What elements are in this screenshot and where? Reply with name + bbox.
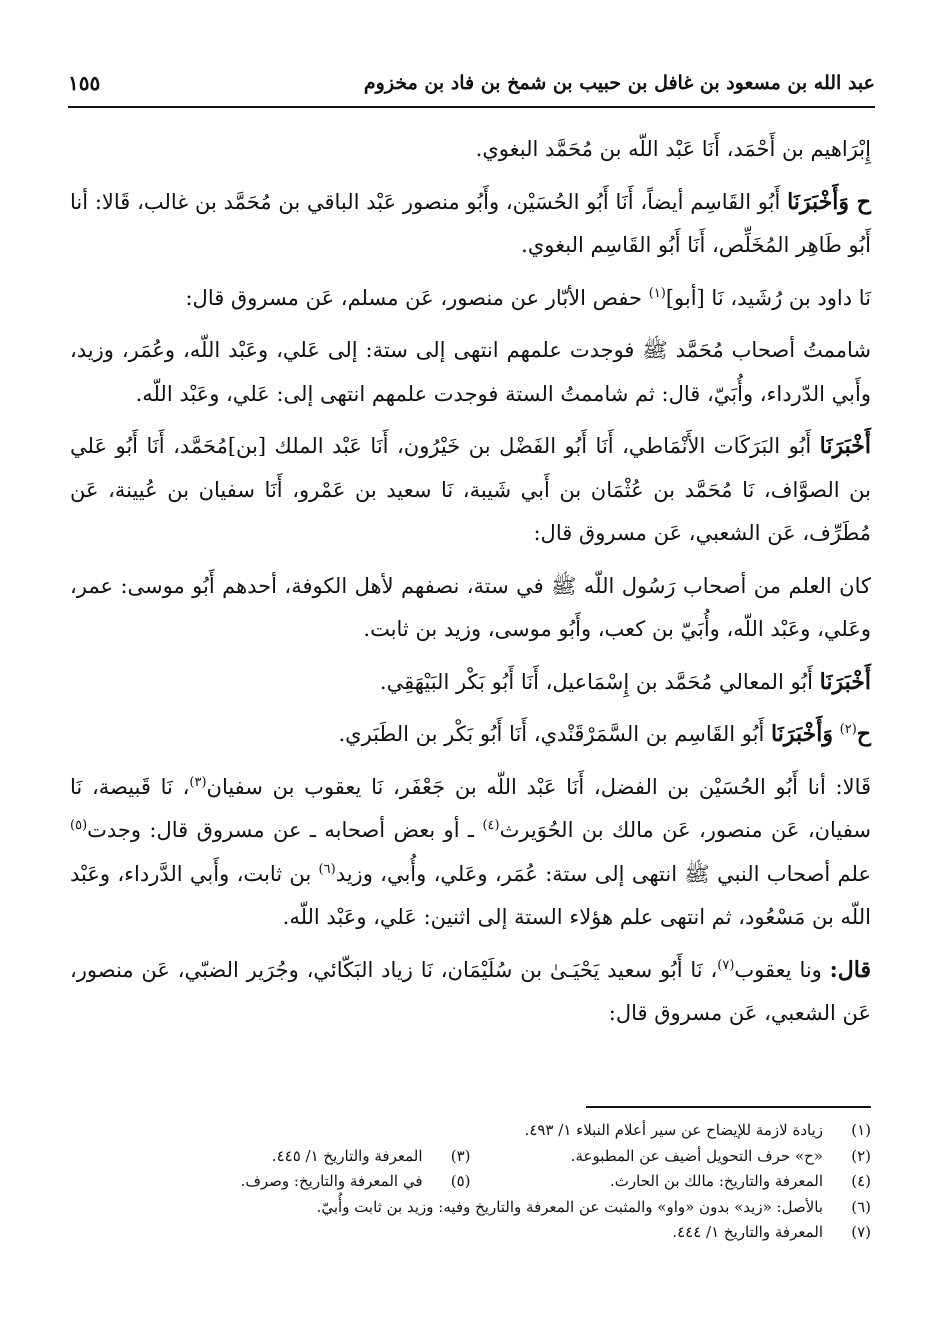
footnote-2	[471, 1144, 872, 1170]
footnote-ref-1: (١)	[648, 285, 666, 301]
isnad-keyword: وَأَخْبَرَنَا	[771, 721, 833, 747]
footnote-ref-7: (٧)	[717, 957, 735, 973]
footnote-text: «ح» حرف التحويل أضيف عن المطبوعة.	[570, 1146, 823, 1165]
footnote-7	[70, 1220, 871, 1246]
page-number: ١٥٥	[68, 71, 101, 95]
paragraph-text: كان العلم من أصحاب رَسُول اللّه ﷺ في ستة، نصفهم لأهل الكوفة، أحدهم أَبُو موسى: عمر، وعَلي، وعَبْد اللّه، وأُبَيّ بن كعب، وأَبُو موسى، وزيد بن ثابت.	[70, 573, 872, 641]
paragraph-6	[70, 565, 871, 652]
footnote-row	[70, 1169, 871, 1195]
paragraph-text: ، نَا أَبُو سعيد يَحْيَـىٰ بن سُلَيْمَان، نَا زياد البَكّائي، وجُرَير الضبّي، عَن منصور، عَن الشعبي، عَن مسروق قال:	[70, 957, 871, 1025]
footnote-text: زيادة لازمة للإيضاح عن سير أعلام النبلاء ١/ ٤٩٣.	[524, 1121, 823, 1139]
footnote-4	[471, 1169, 872, 1195]
footnote-3	[70, 1144, 471, 1170]
footnote-number: (٦)	[851, 1197, 871, 1216]
footnote-ref-2: (٢)	[839, 722, 857, 737]
footnote-ref-4: (٤)	[482, 818, 500, 833]
paragraph-text: علم أصحاب النبي ﷺ انتهى إلى ستة: عُمَر، وعَلي، وأُبي، وزيد	[335, 861, 871, 886]
paragraph-1	[70, 128, 871, 172]
footnote-number: (٥)	[450, 1172, 471, 1190]
paragraph-7	[70, 661, 871, 705]
footnote-text: في المعرفة والتاريخ: وصرف.	[240, 1172, 423, 1190]
paragraph-text: ونا يعقوب	[734, 957, 822, 982]
footnote-ref-6: (٦)	[318, 861, 336, 877]
paragraph-text: ـ أو بعض أصحابه ـ عن مسروق قال: وجدت	[87, 818, 483, 842]
footnote-row	[70, 1144, 871, 1170]
tahwil-letter: ح	[856, 721, 871, 747]
footnote-ref-5: (٥)	[70, 818, 88, 833]
footnote-6	[70, 1195, 871, 1221]
paragraph-4	[70, 329, 871, 416]
footnote-1	[70, 1118, 871, 1144]
paragraph-2	[70, 181, 871, 268]
footnote-number: (٧)	[851, 1223, 871, 1241]
paragraph-8	[70, 713, 871, 757]
paragraph-text: أَبُو القَاسِم بن السَّمَرْقَنْدي، أَنَا أَبُو بَكْر بن الطَبَري.	[338, 722, 765, 746]
footnote-ref-3: (٣)	[189, 774, 207, 790]
paragraph-text: نَا داود بن رُشَيد، نَا [أبو]	[665, 285, 871, 310]
paragraph-text: قَالا: أنا أَبُو الحُسَيْن بن الفضل، أَنَا عَبْد اللّه بن جَعْفَر، نَا يعقوب بن سفيان	[206, 774, 872, 799]
isnad-keyword: قال:	[829, 956, 871, 983]
isnad-keyword: أَخْبَرَنَا	[819, 668, 871, 695]
footnote-text: المعرفة والتاريخ ١/ ٤٤٥.	[271, 1146, 423, 1165]
footnote-5	[70, 1169, 471, 1195]
footnote-separator	[586, 1106, 871, 1108]
footnote-text: المعرفة والتاريخ: مالك بن الحارث.	[610, 1172, 823, 1190]
paragraph-text: شاممتُ أصحاب مُحَمَّد ﷺ فوجدت علمهم انتهى إلى ستة: إلى عَلي، وعَبْد اللّه، وعُمَر، وزيد، وأَبي الدّرداء، وأُبَيّ، قال: ثم شاممتُ الستة فوجدت علمهم انتهى إلى: عَلي، وعَبْد اللّه.	[70, 338, 871, 406]
isnad-keyword: ح وَأَخْبَرَنَا	[787, 188, 871, 215]
paragraph-text: أَبُو القَاسِم أيضاً، أَنَا أَبُو الحُسَيْن، وأَبُو منصور عَبْد الباقي بن مُحَمَّد بن غالب، قَالا: أنا أَبُو طَاهِر المُخَلِّص، أَنَا أَبُو القَاسِم البغوي.	[70, 189, 871, 257]
paragraph-3	[70, 277, 871, 321]
paragraph-text: أَبُو البَرَكَات الأَنْمَاطي، أَنَا أَبُو الفَضْل بن خَيْرُون، أَنَا عَبْد الملك [بن]مُحَمَّد، أَنَا أَبُو عَلي بن الصوَّاف، نَا مُحَمَّد بن عُثْمَان بن أَبي شَيبة، نَا سعيد بن عَمْرو، أَنَا سفيان بن عُيينة، عَن مُطَرِّف، عَن الشعبي، عَن مسروق قال:	[70, 434, 871, 545]
paragraph-text: أَبُو المعالي مُحَمَّد بن إِسْمَاعيل، أَنَا أَبُو بَكْر البَيْهَقِي.	[379, 669, 813, 694]
paragraph-text: ، نَا قَبيصة، نَا سفيان، عَن منصور، عَن مالك بن الحُوَيرث	[70, 774, 871, 842]
paragraph-text: بن ثابت، وأَبي الدَّرداء، وعَبْد اللّه بن مَسْعُود، ثم انتهى علم هؤلاء الستة إلى اثنين: عَلي، وعَبْد اللّه.	[70, 861, 871, 929]
footnotes	[70, 1118, 871, 1246]
paragraph-text: إِبْرَاهيم بن أَحْمَد، أَنَا عَبْد اللّه بن مُحَمَّد البغوي.	[475, 137, 871, 161]
footnote-number: (٢)	[851, 1146, 871, 1165]
footnote-number: (٣)	[450, 1146, 471, 1165]
footnote-text: بالأصل: «زيد» بدون «واو» والمثبت عن المعرفة والتاريخ وفيه: وزيد بن ثابت وأُبيّ.	[316, 1197, 823, 1216]
main-text	[70, 128, 871, 1045]
paragraph-10	[70, 949, 871, 1036]
page-header	[68, 60, 875, 108]
running-title: عبد الله بن مسعود بن غافل بن حبيب بن شمخ بن فاد بن مخزوم	[363, 72, 875, 94]
footnote-number: (٤)	[851, 1172, 871, 1190]
footnote-text: المعرفة والتاريخ ١/ ٤٤٤.	[672, 1223, 823, 1241]
paragraph-text: حفص الأبّار عن منصور، عَن مسلم، عَن مسروق قال:	[185, 285, 642, 310]
footnote-number: (١)	[851, 1121, 871, 1139]
isnad-keyword: أَخْبَرَنَا	[819, 433, 871, 459]
paragraph-5	[70, 425, 871, 556]
paragraph-9	[70, 766, 871, 940]
